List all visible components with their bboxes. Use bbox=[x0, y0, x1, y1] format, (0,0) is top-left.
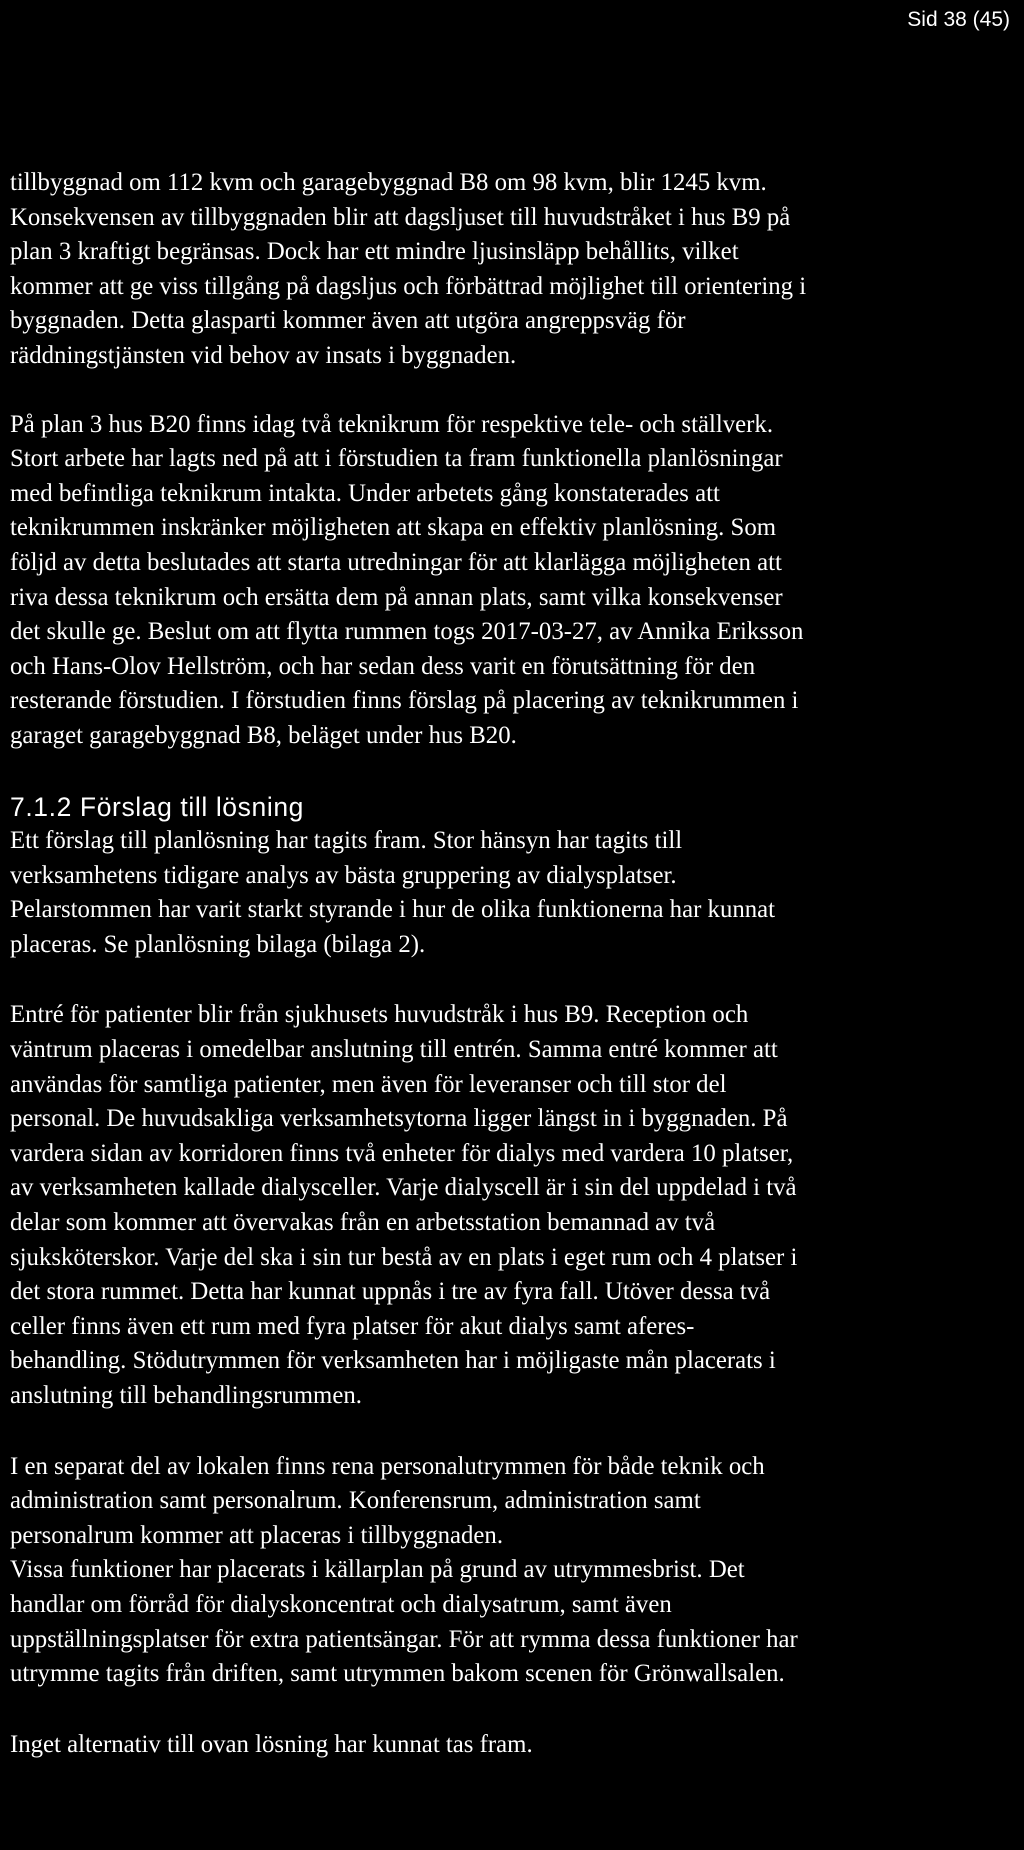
text-line: Vissa funktioner har placerats i källarplan på grund av utrymmesbrist. Det bbox=[10, 1556, 745, 1584]
paragraph-floor-area bbox=[10, 166, 1020, 374]
paragraph-staff-areas bbox=[10, 1450, 1020, 1692]
text-line: verksamhetens tidigare analys av bästa gruppering av dialysplatser. bbox=[10, 861, 677, 889]
text-line: utrymme tagits från driften, samt utrymmen bakom scenen för Grönwallsalen. bbox=[10, 1660, 785, 1688]
text-line: garaget garagebyggnad B8, beläget under hus B20. bbox=[10, 721, 517, 749]
section-heading: 7.1.2 Förslag till lösning bbox=[10, 791, 304, 822]
paragraph-proposal bbox=[10, 824, 1020, 962]
text-line: delar som kommer att övervakas från en arbetsstation bemannad av två bbox=[10, 1209, 716, 1237]
text-line: sjuksköterskor. Varje del ska i sin tur bestå av en plats i eget rum och 4 platser i bbox=[10, 1243, 798, 1271]
text-line: administration samt personalrum. Konferensrum, administration samt bbox=[10, 1487, 701, 1515]
text-line: teknikrummen inskränker möjligheten att skapa en effektiv planlösning. Som bbox=[10, 514, 777, 542]
paragraph-entrance bbox=[10, 998, 1020, 1413]
text-line: Pelarstommen har varit starkt styrande i hur de olika funktionerna har kunnat bbox=[10, 896, 776, 924]
text-line: personal. De huvudsakliga verksamhetsytorna ligger längst in i byggnaden. På bbox=[10, 1105, 788, 1133]
text-line: Stort arbete har lagts ned på att i förstudien ta fram funktionella planlösningar bbox=[10, 445, 783, 473]
text-line: användas för samtliga patienter, men även för leveranser och till stor del bbox=[10, 1070, 727, 1098]
text-line: placeras. Se planlösning bilaga (bilaga 2). bbox=[10, 930, 426, 958]
paragraph-no-alternative bbox=[10, 1728, 1020, 1763]
text-line: anslutning till behandlingsrummen. bbox=[10, 1382, 362, 1409]
text-line: I en separat del av lokalen finns rena personalutrymmen för både teknik och bbox=[10, 1452, 765, 1480]
paragraph-technical-rooms bbox=[10, 408, 1020, 754]
text-line: riva dessa teknikrum och ersätta dem på annan plats, samt vilka konsekvenser bbox=[10, 583, 783, 611]
text-line: Konsekvensen av tillbyggnaden blir att dagsljuset till huvudstråket i hus B9 på bbox=[10, 203, 791, 231]
text-line: resterande förstudien. I förstudien finns förslag på placering av teknikrummen i bbox=[10, 687, 799, 715]
text-line: handlar om förråd för dialyskoncentrat och dialysatrum, samt även bbox=[10, 1590, 672, 1618]
text-line: det stora rummet. Detta har kunnat uppnås i tre av fyra fall. Utöver dessa två bbox=[10, 1278, 771, 1306]
text-line: av verksamheten kallade dialysceller. Varje dialyscell är i sin del uppdelad i två bbox=[10, 1174, 797, 1202]
text-line: väntrum placeras i omedelbar anslutning till entrén. Samma entré kommer att bbox=[10, 1036, 778, 1064]
text-line: räddningstjänsten vid behov av insats i byggnaden. bbox=[10, 341, 517, 369]
page-number: Sid 38 (45) bbox=[907, 8, 1010, 31]
text-line: celler finns även ett rum med fyra platser för akut dialys samt aferes- bbox=[10, 1312, 695, 1340]
text-line: På plan 3 hus B20 finns idag två teknikrum för respektive tele- och ställverk. bbox=[10, 410, 774, 438]
text-line: uppställningsplatser för extra patientsängar. För att rymma dessa funktioner har bbox=[10, 1625, 798, 1653]
text-line: Inget alternativ till ovan lösning har kunnat tas fram. bbox=[10, 1730, 533, 1758]
text-line: och Hans-Olov Hellström, och har sedan dess varit en förutsättning för den bbox=[10, 652, 756, 680]
text-line: behandling. Stödutrymmen för verksamheten har i möjligaste mån placerats i bbox=[10, 1347, 776, 1375]
document-body bbox=[10, 166, 1020, 1762]
text-line: vardera sidan av korridoren finns två enheter för dialys med vardera 10 platser, bbox=[10, 1139, 794, 1167]
text-line: plan 3 kraftigt begränsas. Dock har ett mindre ljusinsläpp behållits, vilket bbox=[10, 238, 739, 266]
text-line: Entré för patienter blir från sjukhusets huvudstråk i hus B9. Reception och bbox=[10, 1001, 749, 1029]
text-line: byggnaden. Detta glasparti kommer även att utgöra angreppsväg för bbox=[10, 307, 686, 335]
text-line: tillbyggnad om 112 kvm och garagebyggnad B8 om 98 kvm, blir 1245 kvm. bbox=[10, 169, 767, 196]
text-line: med befintliga teknikrum intakta. Under arbetets gång konstaterades att bbox=[10, 479, 720, 507]
text-line: Ett förslag till planlösning har tagits fram. Stor hänsyn har tagits till bbox=[10, 827, 683, 855]
text-line: följd av detta beslutades att starta utredningar för att klarlägga möjligheten att bbox=[10, 548, 782, 576]
text-line: det skulle ge. Beslut om att flytta rummen togs 2017-03-27, av Annika Eriksson bbox=[10, 618, 804, 646]
text-line: kommer att ge viss tillgång på dagsljus och förbättrad möjlighet till orientering i bbox=[10, 272, 807, 300]
text-line: personalrum kommer att placeras i tillbyggnaden. bbox=[10, 1521, 504, 1549]
